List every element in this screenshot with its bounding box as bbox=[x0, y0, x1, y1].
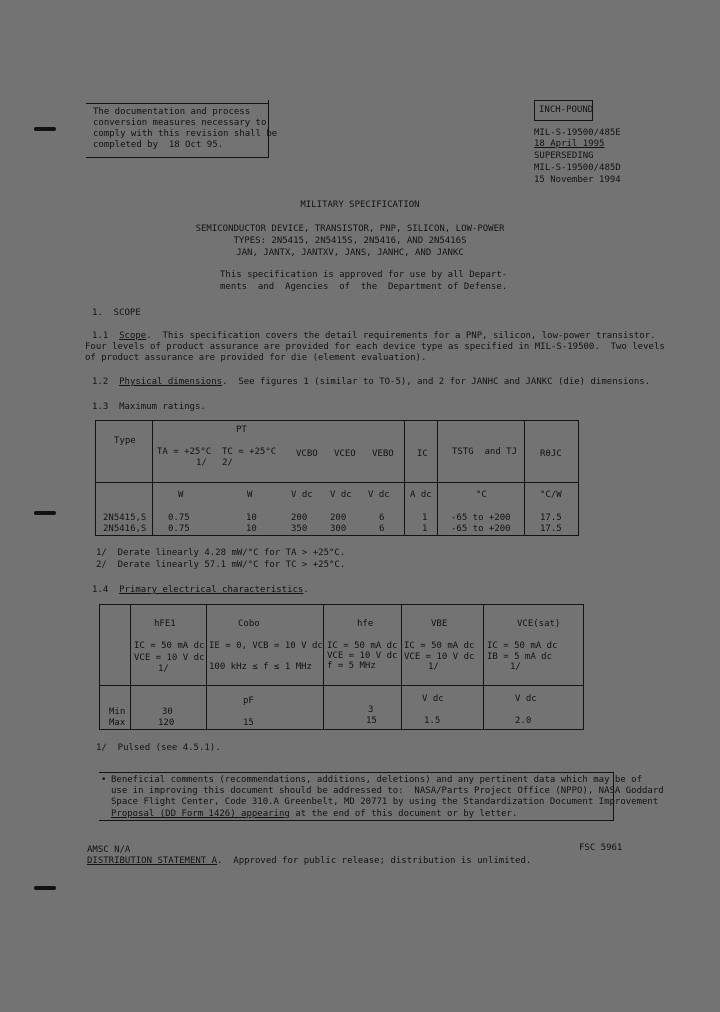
doc-number: MIL-S-19500/485E bbox=[534, 128, 621, 138]
col-cobo-header: Cobo bbox=[238, 619, 260, 629]
old-doc-date: 15 November 1994 bbox=[534, 175, 621, 185]
paragraph-1-4: 1.4 Primary electrical characteristics. bbox=[92, 585, 309, 595]
derating-note-2: 2/ Derate linearly 57.1 mW/°C for TC > +25°C. bbox=[96, 560, 346, 570]
unit: V dc bbox=[515, 694, 537, 704]
paragraph-1-2: 1.2 Physical dimensions. See figures 1 (similar to TO-5), and 2 for JANHC and JANKC (die) dimensions. bbox=[92, 377, 651, 387]
col-pta-header: TA = +25°C bbox=[157, 447, 212, 457]
spec-title: MILITARY SPECIFICATION bbox=[300, 200, 420, 210]
col-vbe-header: VBE bbox=[431, 619, 448, 629]
col-hfe-header: hfe bbox=[357, 619, 374, 629]
paragraph-text: Four levels of product assurance are provided for each device type as specified in MIL-S-19500. Two levels bbox=[85, 342, 665, 352]
unit: V dc bbox=[330, 490, 352, 500]
unit: V dc bbox=[291, 490, 313, 500]
col-type-header: Type bbox=[114, 436, 136, 446]
unit: V dc bbox=[368, 490, 390, 500]
unit: °C bbox=[476, 490, 487, 500]
approval-line: This specification is approved for use by all Depart- bbox=[220, 270, 508, 280]
unit: pF bbox=[243, 696, 254, 706]
inch-pound-label: INCH-POUND bbox=[539, 105, 594, 115]
unit: A dc bbox=[410, 490, 432, 500]
unit: W bbox=[247, 490, 253, 500]
col-pta-note: 1/ bbox=[196, 458, 207, 468]
device-title: SEMICONDUCTOR DEVICE, TRANSISTOR, PNP, SILICON, LOW-POWER bbox=[195, 224, 505, 234]
row-label-min: Min bbox=[109, 707, 126, 717]
notice-line: conversion measures necessary to bbox=[93, 118, 267, 128]
amsc-label: AMSC N/A bbox=[87, 845, 131, 855]
col-pt-header: PT bbox=[236, 425, 247, 435]
notice-line: The documentation and process bbox=[93, 107, 251, 117]
col-tstg-header: TSTG and TJ bbox=[452, 447, 518, 457]
doc-date: 18 April 1995 bbox=[534, 139, 605, 149]
col-vebo-header: VEBO bbox=[372, 449, 394, 459]
fsc-label: FSC 5961 bbox=[579, 843, 623, 853]
punch-mark bbox=[34, 886, 56, 890]
col-rth-header: RθJC bbox=[540, 449, 562, 459]
unit: V dc bbox=[422, 694, 444, 704]
device-types: TYPES: 2N5415, 2N5415S, 2N5416, AND 2N5416S bbox=[233, 236, 467, 246]
punch-mark bbox=[34, 127, 56, 131]
punch-mark bbox=[34, 511, 56, 515]
col-ic-header: IC bbox=[417, 449, 428, 459]
col-vceo-header: VCEO bbox=[334, 449, 356, 459]
paragraph-1-1: 1.1 Scope. This specification covers the detail requirements for a PNP, silicon, low-power transistor. bbox=[92, 331, 656, 341]
section-heading: 1. SCOPE bbox=[92, 308, 141, 318]
col-vcesat-header: VCE(sat) bbox=[517, 619, 561, 629]
col-ptc-header: TC = +25°C bbox=[222, 447, 277, 457]
row-label-max: Max bbox=[109, 718, 126, 728]
unit: °C/W bbox=[540, 490, 562, 500]
comment-marker: • bbox=[101, 775, 107, 785]
col-vcbo-header: VCBO bbox=[296, 449, 318, 459]
notice-line: comply with this revision shall be bbox=[93, 129, 278, 139]
derating-note-1: 1/ Derate linearly 4.28 mW/°C for TA > +25°C. bbox=[96, 548, 346, 558]
old-doc-number: MIL-S-19500/485D bbox=[534, 163, 621, 173]
device-levels: JAN, JANTX, JANTXV, JANS, JANHC, AND JANKC bbox=[236, 248, 464, 258]
approval-line: ments and Agencies of the Department of Defense. bbox=[220, 282, 508, 292]
pulsed-note: 1/ Pulsed (see 4.5.1). bbox=[96, 743, 221, 753]
paragraph-text: of product assurance are provided for die (element evaluation). bbox=[85, 353, 427, 363]
superseding-label: SUPERSEDING bbox=[534, 151, 594, 161]
notice-line: completed by 18 Oct 95. bbox=[93, 140, 224, 150]
col-hfe1-header: hFE1 bbox=[154, 619, 176, 629]
unit: W bbox=[178, 490, 184, 500]
distribution-statement: DISTRIBUTION STATEMENT A. Approved for public release; distribution is unlimited. bbox=[87, 856, 532, 866]
paragraph-1-3: 1.3 Maximum ratings. bbox=[92, 402, 206, 412]
col-ptc-note: 2/ bbox=[222, 458, 233, 468]
